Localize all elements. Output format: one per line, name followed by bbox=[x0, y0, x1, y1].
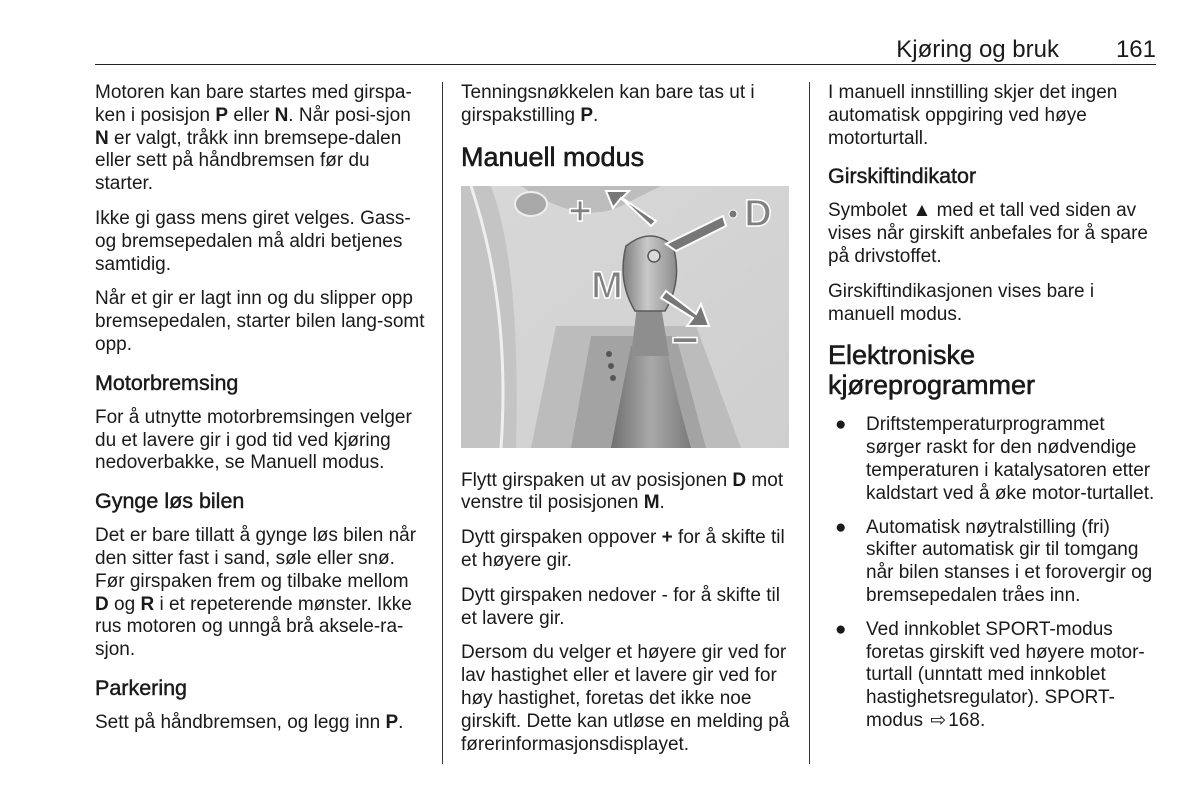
header-title: Kjøring og bruk bbox=[896, 36, 1059, 63]
m-label: M bbox=[591, 264, 623, 307]
column-3 bbox=[828, 82, 1158, 744]
column-2 bbox=[461, 82, 793, 768]
bullet-list bbox=[828, 414, 1158, 732]
bullet-icon: ● bbox=[835, 414, 847, 436]
minus-label: − bbox=[670, 313, 700, 367]
paragraph-gynge: Det er bare tillatt å gynge løs bilen når den sitter fast i sand, søle eller snø. Før girspaken frem og tilbake mellom D og R i et repeterende mønster. Ikke rus motoren og unngå brå aksele‐ra‐sjon. bbox=[95, 525, 417, 661]
paragraph-shift-down: Dytt girspaken nedover - for å skifte til et lavere gir. bbox=[461, 584, 780, 629]
bullet-icon: ● bbox=[835, 516, 847, 538]
column-divider bbox=[442, 82, 443, 764]
page-header bbox=[95, 34, 1156, 65]
column-divider bbox=[809, 82, 810, 764]
list-item: ● Ved innkoblet SPORT-modus foretas girskift ved høyere motor‐turtall (unntatt med innkoblet hastighetsregulator). SPORT-modus ⇨ 168. bbox=[835, 618, 1145, 731]
list-item: ● Driftstemperaturprogrammet sørger raskt for den nødvendige temperaturen i katalysatoren etter kaldstart ved å øke motor‐turtallet. bbox=[835, 414, 1155, 504]
paragraph-no-gas: Ikke gi gass mens giret velges. Gass- og bremsepedalen må aldri betjenes samtidig. bbox=[95, 207, 411, 275]
paragraph-slow-start: Når et gir er lagt inn og du slipper opp bremsepedalen, starter bilen lang‐somt opp. bbox=[95, 288, 425, 355]
paragraph-move-to-m: Flytt girspaken ut av posisjonen D mot venstre til posisjonen M. bbox=[461, 469, 784, 514]
paragraph-parkering: Sett på håndbremsen, og legg inn P. bbox=[95, 711, 404, 733]
page-reference[interactable]: 168 bbox=[948, 709, 980, 731]
heading-girskiftindikator: Girskiftindikator bbox=[828, 164, 977, 189]
paragraph-symbol: Symbolet ▲ med et tall ved siden av vises når girskift anbefales for å spare på drivstoffet. bbox=[828, 200, 1148, 267]
heading-elektroniske: Elektroniske kjøreprogrammer bbox=[828, 340, 1036, 401]
heading-gynge: Gynge løs bilen bbox=[95, 489, 245, 514]
gear-lever-illustration bbox=[461, 186, 789, 448]
plus-label: + bbox=[568, 188, 592, 233]
bullet-icon: ● bbox=[835, 618, 847, 640]
paragraph-shift-up: Dytt girspaken oppover + for å skifte til et høyere gir. bbox=[461, 527, 785, 571]
paragraph-no-shift: Dersom du velger et høyere gir ved for lav hastighet eller et lavere gir ved for høy hastighet, foretas det ikke noe girskift. Dette kan utløse en melding på førerinformasjonsdisplayet. bbox=[461, 642, 790, 755]
paragraph-indication: Girskiftindikasjonen vises bare i manuell modus. bbox=[828, 280, 1095, 325]
heading-manuell-modus: Manuell modus bbox=[461, 141, 645, 172]
heading-parkering: Parkering bbox=[95, 675, 188, 700]
d-label: D bbox=[744, 192, 772, 235]
page-number: 161 bbox=[1115, 36, 1156, 63]
heading-motorbremsing: Motorbremsing bbox=[95, 370, 239, 395]
list-item: ● Automatisk nøytralstilling (fri) skifter automatisk gir til tomgang når bilen stanses i et forovergir og bremsepedalen tråes inn. bbox=[835, 516, 1153, 606]
knob-top-left bbox=[515, 192, 547, 216]
page-reference-arrow-icon[interactable]: ⇨ bbox=[930, 709, 947, 731]
knob-button bbox=[648, 250, 660, 262]
paragraph-start-position: Motoren kan bare startes med girspa‐ken i posisjon P eller N. Når posi‐sjon N er valgt, tråkk inn bremsepe‐dalen eller sett på håndbremsen før du starter. bbox=[95, 82, 412, 195]
paragraph-motorbremsing: For å utnytte motorbremsingen velger du et lavere gir i god tid ved kjøring nedoverbakke, se Manuell modus. bbox=[95, 406, 412, 474]
paragraph-key-removal: Tenningsnøkkelen kan bare tas ut i girspakstilling P. bbox=[461, 82, 755, 126]
paragraph-no-upshift: I manuell innstilling skjer det ingen automatisk oppgiring ved høye motorturtall. bbox=[828, 82, 1118, 149]
position-dot bbox=[729, 210, 737, 218]
column-1 bbox=[95, 82, 427, 747]
